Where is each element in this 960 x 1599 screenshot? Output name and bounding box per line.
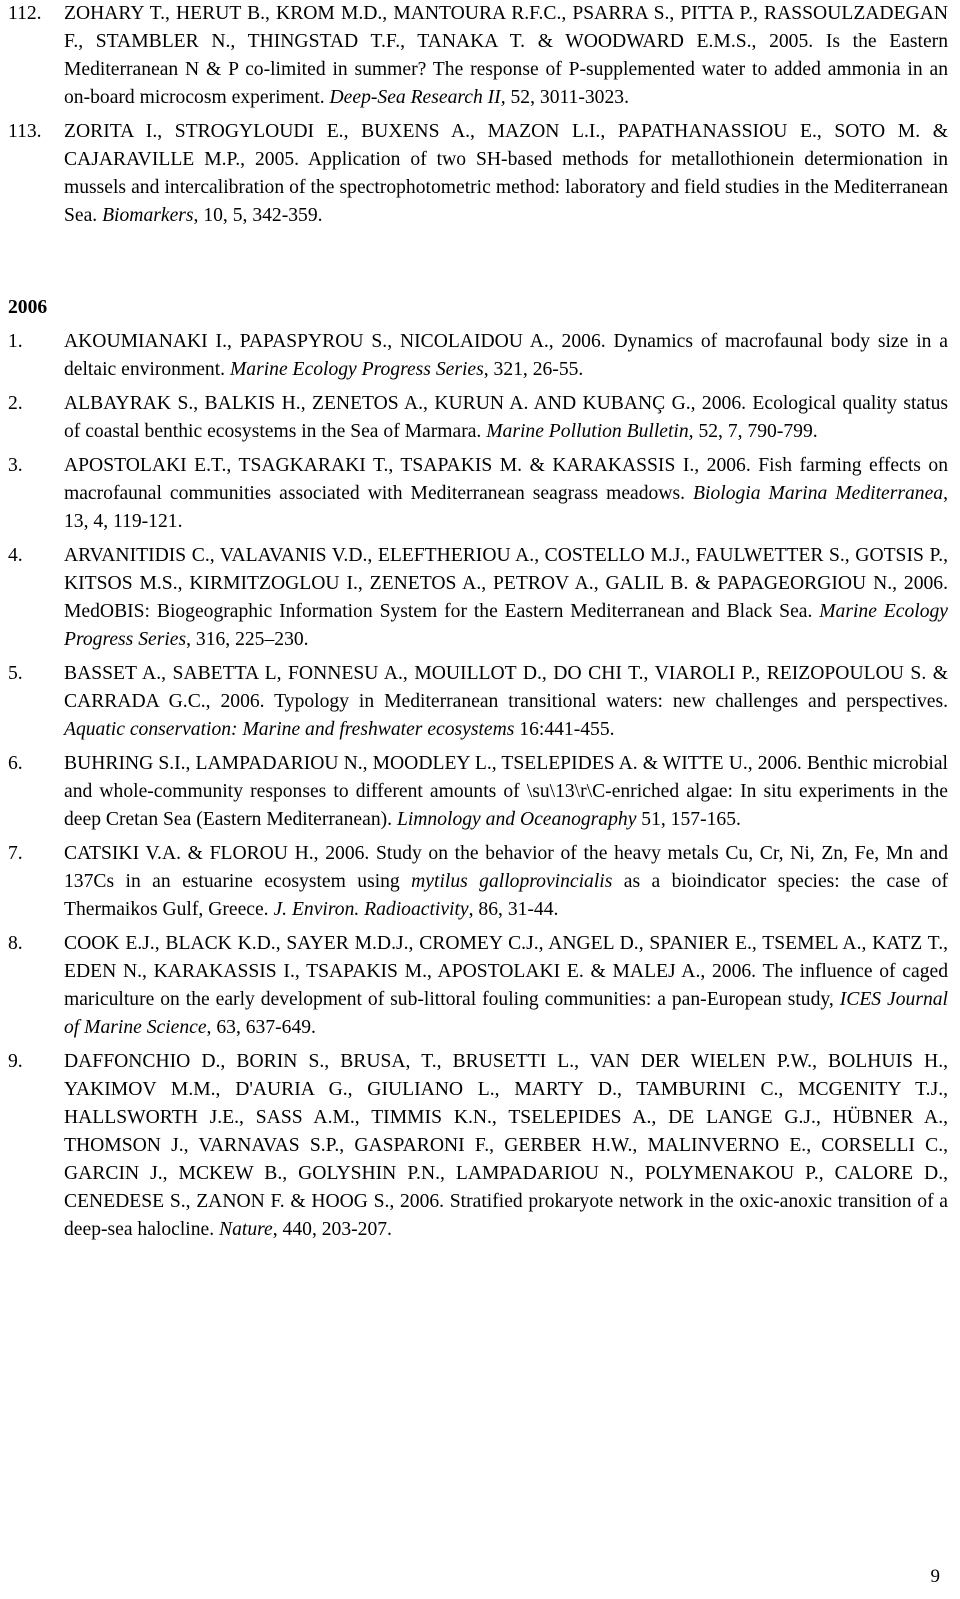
reference-details: , 10, 5, 342-359. [193, 205, 323, 226]
reference-details: , 321, 26-55. [483, 359, 584, 380]
reference-journal: Marine Ecology Progress Series [64, 601, 948, 650]
reference-details: , 63, 637-649. [206, 1017, 316, 1038]
reference-title: The influence of caged mariculture on the early development of sub-littoral fouling communities: a pan-European study, [64, 961, 948, 1010]
reference-authors: COOK E.J., BLACK K.D., SAYER M.D.J., CROMEY C.J., ANGEL D., SPANIER E., TSEMEL A., KATZ T., EDEN N., KARAKASSIS I., TSAPAKIS M., APOSTOLAKI E. & MALEJ A., 2006. [64, 933, 948, 982]
reference-journal: Biologia Marina Mediterranea [693, 483, 944, 504]
reference-details: , 316, 225–230. [186, 629, 309, 650]
reference-112 [8, 0, 948, 112]
reference-authors: BUHRING S.I., LAMPADARIOU N., MOODLEY L., TSELEPIDES A. & WITTE U., 2006. [64, 753, 802, 774]
reference-2006-8 [8, 930, 948, 1042]
reference-2006-2 [8, 390, 948, 446]
reference-title: MedOBIS: Biogeographic Information System for the Eastern Mediterranean and Black Sea. [64, 601, 820, 622]
reference-authors: CATSIKI V.A. & FLOROU H., 2006. [64, 843, 370, 864]
reference-title: Benthic microbial and whole-community responses to different amounts of \su\13\r\C-enriched algae: In situ experiments in the deep Cretan Sea (Eastern Mediterranean). [64, 753, 948, 830]
reference-title: Application of two SH-based methods for metallothionein determionation in mussels and intercalibration of the spectrophotometric method: laboratory and field studies in the Mediterranean Sea. [64, 149, 948, 226]
reference-journal: Marine Pollution Bulletin, [486, 421, 694, 442]
reference-title: Fish farming effects on macrofaunal communities associated with Mediterranean seagrass meadows. [64, 455, 948, 504]
reference-species-name: mytilus galloprovincialis [411, 871, 613, 892]
reference-journal: Deep-Sea Research II, [329, 87, 506, 108]
reference-113 [8, 118, 948, 230]
reference-2006-1 [8, 328, 948, 384]
reference-journal: Nature [219, 1219, 273, 1240]
reference-2006-5 [8, 660, 948, 744]
reference-number: 1. [8, 331, 23, 352]
reference-details: 16:441-455. [514, 719, 615, 740]
reference-2006-6 [8, 750, 948, 834]
reference-journal: Limnology and Oceanography [396, 809, 637, 830]
reference-authors: APOSTOLAKI E.T., TSAGKARAKI T., TSAPAKIS M. & KARAKASSIS I., 2006. [64, 455, 751, 476]
reference-number: 6. [8, 753, 23, 774]
reference-authors: BASSET A., SABETTA L, FONNESU A., MOUILLOT D., DO CHI T., VIAROLI P., REIZOPOULOU S. & CARRADA G.C., 2006. [64, 663, 948, 712]
section-year-heading: 2006 [8, 297, 48, 318]
reference-number: 5. [8, 663, 23, 684]
document-page [8, 0, 948, 1250]
reference-title-part-b: as a bioindicator species: the case of Thermaikos Gulf, Greece. [64, 871, 948, 920]
reference-title: Dynamics of macrofaunal body size in a deltaic environment. [64, 331, 949, 380]
reference-authors: AKOUMIANAKI I., PAPASPYROU S., NICOLAIDOU A., 2006. [64, 331, 606, 352]
reference-2006-4 [8, 542, 948, 654]
reference-number: 3. [8, 455, 23, 476]
reference-title: Typology in Mediterranean transitional waters: new challenges and perspectives. [264, 691, 948, 712]
reference-2006-7 [8, 840, 948, 924]
reference-journal: ICES Journal of Marine Science [64, 989, 949, 1038]
reference-authors: DAFFONCHIO D., BORIN S., BRUSA, T., BRUSETTI L., VAN DER WIELEN P.W., BOLHUIS H., YAKIMOV M.M., D'AURIA G., GIULIANO L., MARTY D., TAMBURINI C., MCGENITY T.J., HALLSWORTH J.E., SASS A.M., TIMMIS K.N., TSELEPIDES A., DE LANGE G.J., HÜBNER A., THOMSON J., VARNAVAS S.P., GASPARONI F., GERBER H.W., MALINVERNO E., CORSELLI C., GARCIN J., MCKEW B., GOLYSHIN P.N., LAMPADARIOU N., POLYMENAKOU P., CALORE D., CENEDESE S., ZANON F. & HOOG S., 2006. [64, 1051, 948, 1212]
reference-number: 2. [8, 393, 23, 414]
reference-number: 113. [8, 121, 42, 142]
reference-journal: J. Environ. Radioactivity [273, 899, 469, 920]
reference-number: 7. [8, 843, 23, 864]
reference-journal: Aquatic conservation: Marine and freshwater ecosystems [64, 719, 515, 740]
reference-details: , 440, 203-207. [272, 1219, 392, 1240]
reference-title-part-a: Study on the behavior of the heavy metals Cu, Cr, Ni, Zn, Fe, Mn and 137Cs in an estuarine ecosystem using [64, 843, 949, 892]
reference-2006-9 [8, 1048, 948, 1244]
reference-details: , 86, 31-44. [468, 899, 559, 920]
reference-authors: ARVANITIDIS C., VALAVANIS V.D., ELEFTHERIOU A., COSTELLO M.J., FAULWETTER S., GOTSIS P., KITSOS M.S., KIRMITZOGLOU I., ZENETOS A., PETROV A., GALIL B. & PAPAGEORGIOU N., 2006. [64, 545, 948, 594]
reference-title: Is the Eastern Mediterranean N & P co-limited in summer? The response of P-supplemented water to added ammonia in an on-board microcosm experiment. [64, 31, 948, 108]
reference-title: Ecological quality status of coastal benthic ecosystems in the Sea of Marmara. [64, 393, 948, 442]
reference-number: 112. [8, 3, 42, 24]
reference-journal: Marine Ecology Progress Series [229, 359, 484, 380]
reference-2006-3 [8, 452, 948, 536]
reference-number: 4. [8, 545, 23, 566]
reference-authors: ALBAYRAK S., BALKIS H., ZENETOS A., KURUN A. AND KUBANÇ G., 2006. [64, 393, 747, 414]
reference-authors: ZOHARY T., HERUT B., KROM M.D., MANTOURA R.F.C., PSARRA S., PITTA P., RASSOULZADEGAN F., STAMBLER N., THINGSTAD T.F., TANAKA T. & WOODWARD E.M.S., 2005. [64, 3, 948, 52]
reference-number: 9. [8, 1051, 23, 1072]
reference-authors: ZORITA I., STROGYLOUDI E., BUXENS A., MAZON L.I., PAPATHANASSIOU E., SOTO M. & CAJARAVILLE M.P., 2005. [64, 121, 948, 170]
page-number: 9 [930, 1566, 940, 1587]
reference-details: 52, 7, 790-799. [693, 421, 818, 442]
reference-details: 52, 3011-3023. [505, 87, 629, 108]
reference-title: Stratified prokaryote network in the oxic-anoxic transition of a deep-sea halocline. [64, 1191, 948, 1240]
reference-journal: Biomarkers [102, 205, 194, 226]
reference-number: 8. [8, 933, 23, 954]
reference-details: , 13, 4, 119-121. [64, 483, 948, 532]
reference-details: 51, 157-165. [636, 809, 741, 830]
